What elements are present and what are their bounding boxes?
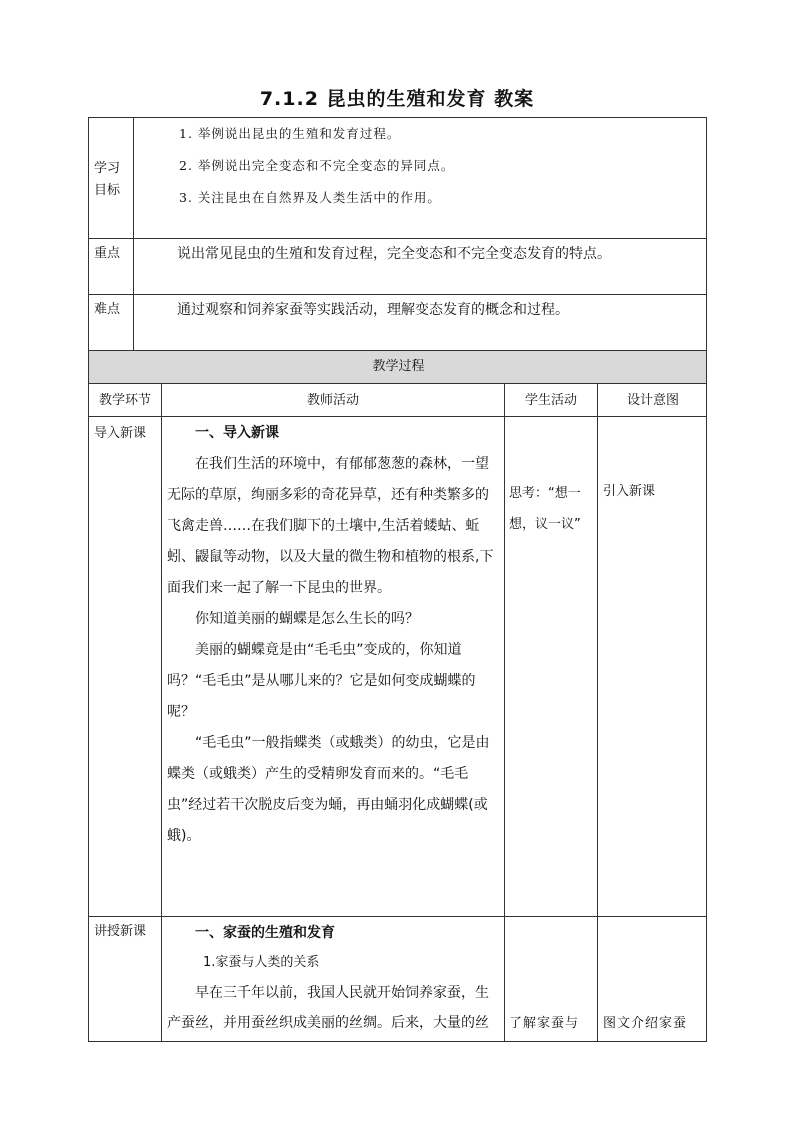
objectives-label: 学习 目标 (94, 161, 121, 198)
header-student: 学生活动 (524, 393, 577, 408)
column-divider (161, 383, 162, 1042)
student-activity-intro: 思考：“想一想，议一议” (509, 486, 581, 532)
section-heading: 一、导入新课 (195, 425, 279, 441)
objective-item: 1. 举例说出昆虫的生殖和发育过程。 (179, 126, 401, 141)
paragraph: 你知道美丽的蝴蝶是怎么生长的吗？ (195, 611, 419, 627)
objective-item: 2. 举例说出完全变态和不完全变态的异同点。 (179, 158, 455, 173)
stage-lecture: 讲授新课 (94, 924, 147, 939)
paragraph: 在我们生活的环境中，有郁郁葱葱的森林，一望无际的草原，绚丽多彩的奇花异草，还有种类繁多的飞禽走兽……在我们脚下的土壤中,生活着蝼蛄、蚯蚓、鼹鼠等动物，以及大量的微生物和植物的根系,下面我们来一起了解一下昆虫的世界。 (167, 456, 494, 596)
teacher-activity-intro (167, 418, 501, 852)
section-heading: 一、家蚕的生殖和发育 (195, 925, 335, 941)
key-point-text: 说出常见昆虫的生殖和发育过程，完全变态和不完全变态发育的特点。 (177, 246, 611, 262)
page-title: 7.1.2 昆虫的生殖和发育 教案 (259, 88, 535, 110)
column-divider (504, 383, 505, 1042)
teacher-activity-lecture (167, 918, 501, 1038)
header-intent: 设计意图 (626, 393, 679, 408)
paragraph: 美丽的蝴蝶竟是由“毛毛虫”变成的，你知道吗？“毛毛虫”是从哪儿来的？它是如何变成蝴蝶的呢？ (167, 642, 476, 720)
paragraph: 早在三千年以前，我国人民就开始饲养家蚕，生产蚕丝，并用蚕丝织成美丽的丝绸。后来，大量的丝 (167, 985, 489, 1031)
lesson-plan-table (88, 117, 707, 1042)
stage-intro: 导入新课 (94, 426, 147, 441)
subheading: 1.家蚕与人类的关系 (203, 955, 320, 970)
student-activity-lecture: 了解家蚕与 (509, 1016, 580, 1031)
intent-intro: 引入新课 (603, 484, 656, 499)
difficulty-label: 难点 (94, 302, 121, 317)
objective-item: 3. 关注昆虫在自然界及人类生活中的作用。 (179, 190, 441, 205)
process-title: 教学过程 (89, 351, 707, 383)
row-divider (89, 916, 707, 917)
difficulty-text: 通过观察和饲养家蚕等实践活动，理解变态发育的概念和过程。 (177, 302, 569, 318)
column-divider (597, 383, 598, 1042)
header-teacher: 教师活动 (306, 393, 359, 408)
column-divider (133, 118, 134, 351)
header-stage: 教学环节 (98, 393, 151, 408)
paragraph: “毛毛虫”一般指蝶类（或蛾类）的幼虫，它是由蝶类（或蛾类）产生的受精卵发育而来的。“毛毛虫”经过若干次脱皮后变为蛹，再由蛹羽化成蝴蝶(或蛾)。 (167, 735, 490, 844)
intent-lecture: 图文介绍家蚕 (603, 1016, 688, 1031)
key-point-label: 重点 (94, 246, 121, 261)
